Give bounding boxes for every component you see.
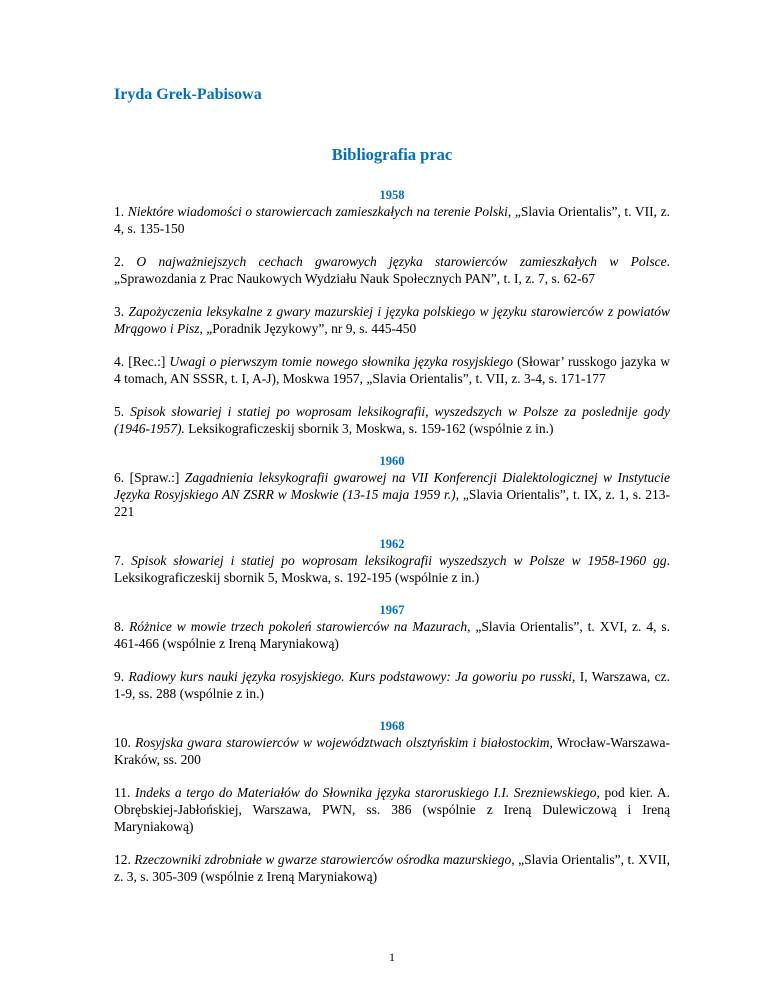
entry-title: Zapożyczenia leksykalne z gwary mazurskiej i języka polskiego w języku starowierców z powiatów Mrągowo i Pisz bbox=[114, 304, 670, 336]
bibliography-entry bbox=[114, 552, 670, 586]
bibliography-entry bbox=[114, 618, 670, 652]
entry-number: 9. bbox=[114, 669, 125, 684]
page-number: 1 bbox=[389, 950, 395, 964]
entry-number: 6. bbox=[114, 470, 125, 485]
entry-number: 4. bbox=[114, 354, 125, 369]
entry-number: 8. bbox=[114, 619, 125, 634]
year-heading: 1958 bbox=[379, 188, 405, 202]
year-heading: 1962 bbox=[379, 537, 405, 551]
bibliography-entry bbox=[114, 851, 670, 885]
entry-title: Radiowy kurs nauki języka rosyjskiego. Kurs podstawowy: Ja goworiu po russki bbox=[128, 669, 572, 684]
entry-title: O najważniejszych cechach gwarowych języka starowierców zamieszkałych w Polsce bbox=[136, 254, 667, 269]
bibliography-body bbox=[114, 187, 670, 901]
entry-details: , I, Warszawa, cz. 1-9, ss. 288 (wspólnie z in.) bbox=[114, 669, 670, 701]
entry-title: Zagadnienia leksykografii gwarowej na VII Konferencji Dialektologicznej w Instytucie Języka Rosyjskiego AN ZSRR w Moskwie (13-15 maja 1959 r.) bbox=[114, 470, 671, 502]
entry-details: , Wrocław-Warszawa-Kraków, ss. 200 bbox=[114, 735, 670, 767]
entry-details: , „Slavia Orientalis”, t. XVI, z. 4, s. 461-466 (wspólnie z Ireną Maryniakową) bbox=[114, 619, 671, 651]
entry-prefix: [Spraw.:] bbox=[129, 470, 185, 485]
author-name: Iryda Grek-Pabisowa bbox=[114, 86, 262, 103]
entry-number: 10. bbox=[114, 735, 131, 750]
bibliography-entry bbox=[114, 203, 670, 237]
year-heading: 1960 bbox=[379, 454, 405, 468]
entry-title: Indeks a tergo do Materiałów do Słownika języka staroruskiego I.I. Srezniewskiego bbox=[135, 785, 597, 800]
entry-details: , pod kier. A. Obrębskiej-Jabłońskiej, Warszawa, PWN, ss. 386 (wspólnie z Ireną Dulewiczową i Ireną Maryniakową) bbox=[114, 785, 671, 834]
entry-number: 1. bbox=[114, 204, 125, 219]
bibliography-entry bbox=[114, 668, 670, 702]
entry-number: 7. bbox=[114, 553, 125, 568]
entry-number: 11. bbox=[114, 785, 131, 800]
entry-title: Rzeczowniki zdrobniałe w gwarze starowierców ośrodka mazurskiego bbox=[134, 852, 512, 867]
entry-details: , „Slavia Orientalis”, t. XVII, z. 3, s. 305-309 (wspólnie z Ireną Maryniakową) bbox=[114, 852, 670, 884]
bibliography-entry bbox=[114, 403, 670, 437]
year-heading: 1968 bbox=[379, 719, 405, 733]
entry-details: . Leksikograficzeskij sbornik 5, Moskwa, s. 192-195 (wspólnie z in.) bbox=[114, 553, 670, 585]
entry-details: (Słowar’ russkogo jazyka w 4 tomach, AN SSSR, t. I, A-J), Moskwa 1957, „Slavia Orientalis”, t. VII, z. 3-4, s. 171-177 bbox=[114, 354, 670, 386]
entry-number: 12. bbox=[114, 852, 131, 867]
entry-number: 3. bbox=[114, 304, 125, 319]
entry-title: Niektóre wiadomości o starowiercach zamieszkałych na terenie Polski bbox=[127, 204, 508, 219]
entry-details: , „Slavia Orientalis”, t. IX, z. 1, s. 213-221 bbox=[114, 487, 670, 519]
document-title: Bibliografia prac bbox=[331, 145, 453, 164]
entry-title: Spisok słowariej i statiej po woprosam leksikografii, wyszedszych w Polsze za poslednije gody (1946-1957). bbox=[114, 404, 671, 436]
bibliography-entry bbox=[114, 784, 670, 835]
entry-number: 5. bbox=[114, 404, 125, 419]
bibliography-entry bbox=[114, 353, 670, 387]
entry-details: . „Sprawozdania z Prac Naukowych Wydziału Nauk Społecznych PAN”, t. I, z. 7, s. 62-67 bbox=[114, 254, 670, 286]
entry-number: 2. bbox=[114, 254, 125, 269]
entry-title: Uwagi o pierwszym tomie nowego słownika języka rosyjskiego bbox=[169, 354, 513, 369]
entry-title: Rosyjska gwara starowierców w województwach olsztyńskim i białostockim bbox=[135, 735, 550, 750]
bibliography-entry bbox=[114, 734, 670, 768]
entry-details: Leksikograficzeskij sbornik 3, Moskwa, s. 159-162 (wspólnie z in.) bbox=[184, 421, 554, 436]
entry-details: , „Poradnik Językowy”, nr 9, s. 445-450 bbox=[199, 321, 417, 336]
year-heading: 1967 bbox=[379, 603, 405, 617]
entry-title: Różnice w mowie trzech pokoleń starowierców na Mazurach bbox=[129, 619, 468, 634]
bibliography-entry bbox=[114, 469, 670, 520]
entry-details: , „Slavia Orientalis”, t. VII, z. 4, s. 135-150 bbox=[114, 204, 671, 236]
bibliography-entry bbox=[114, 303, 670, 337]
entry-prefix: [Rec.:] bbox=[128, 354, 170, 369]
entry-title: Spisok słowariej i statiej po woprosam leksikografii wyszedszych w Polsze w 1958-1960 gg bbox=[131, 553, 667, 568]
bibliography-entry bbox=[114, 253, 670, 287]
